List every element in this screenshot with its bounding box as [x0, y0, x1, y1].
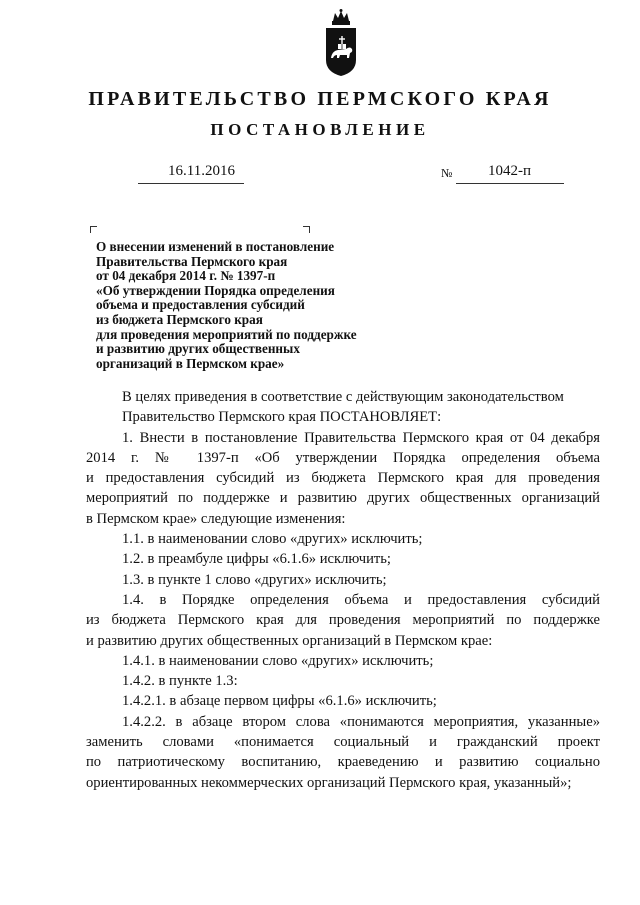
subject-corner-mark-right: [303, 226, 310, 233]
subject-line: объема и предоставления субсидий: [96, 297, 305, 313]
clause-line: 1.3. в пункте 1 слово «других» исключить;: [122, 571, 387, 588]
clause-line: по патриотическому воспитанию, краеведению и развитию социально: [86, 754, 600, 771]
clause-line: 1.1. в наименовании слово «других» исключить;: [122, 531, 423, 548]
government-title: ПРАВИТЕЛЬСТВО ПЕРМСКОГО КРАЯ: [88, 88, 552, 110]
preamble-line: В целях приведения в соответствие с действующим законодательством: [122, 389, 564, 405]
date-field: [138, 163, 244, 184]
clause-line: 2014 г. № 1397-п «Об утверждении Порядка определения объема: [86, 449, 600, 466]
clause-line: мероприятий по поддержке и развитию других общественных организаций: [86, 490, 600, 507]
subject-line: Правительства Пермского края: [96, 253, 288, 269]
clause-line: 1.4.1. в наименовании слово «других» исключить;: [122, 652, 434, 669]
clause-line: 1.2. в преамбуле цифры «6.1.6» исключить;: [122, 551, 391, 568]
preamble-line: Правительство Пермского края ПОСТАНОВЛЯЕТ:: [122, 409, 442, 426]
number-field: [456, 163, 564, 184]
number-value: 1042-п: [488, 163, 532, 179]
subject-line: для проведения мероприятий по поддержке: [96, 326, 357, 342]
perm-krai-coat-of-arms-icon: [322, 8, 360, 78]
subject-line: организаций в Пермском крае»: [96, 355, 285, 371]
date-value: 16.11.2016: [168, 163, 235, 179]
resolution-body: [86, 387, 600, 793]
subject-heading: [96, 240, 416, 371]
subject-line: и развитию других общественных: [96, 341, 300, 357]
subject-corner-mark-left: [90, 226, 97, 233]
clause-line: 1.4.2. в пункте 1.3:: [122, 673, 238, 690]
clause-line: из бюджета Пермского края для проведения мероприятий по поддержке: [86, 612, 600, 629]
subject-line: «Об утверждении Порядка определения: [96, 282, 335, 298]
subject-line: О внесении изменений в постановление: [96, 239, 335, 254]
clause-line: и развитию других общественных организаций в Пермском крае:: [86, 632, 493, 649]
number-sign: №: [441, 166, 453, 180]
clause-line: 1.4.2.2. в абзаце втором слова «понимаются мероприятия, указанные»: [122, 713, 600, 730]
clause-line: 1.4.2.1. в абзаце первом цифры «6.1.6» исключить;: [122, 693, 437, 710]
subject-line: из бюджета Пермского края: [96, 311, 263, 327]
clause-line: 1.4. в Порядке определения объема и предоставления субсидий: [122, 591, 600, 608]
subject-line: от 04 декабря 2014 г. № 1397-п: [96, 268, 276, 284]
clause-line: и предоставления субсидий из бюджета Пермского края для проведения: [86, 470, 600, 487]
document-type: ПОСТАНОВЛЕНИЕ: [210, 120, 430, 139]
clause-line: ориентированных некоммерческих организаций Пермского края, указанный»;: [86, 774, 572, 791]
clause-line: в Пермском крае» следующие изменения:: [86, 510, 346, 527]
clause-line: заменить словами «понимается социальный и гражданский проект: [86, 734, 600, 751]
clause-line: 1. Внести в постановление Правительства Пермского края от 04 декабря: [122, 429, 600, 446]
